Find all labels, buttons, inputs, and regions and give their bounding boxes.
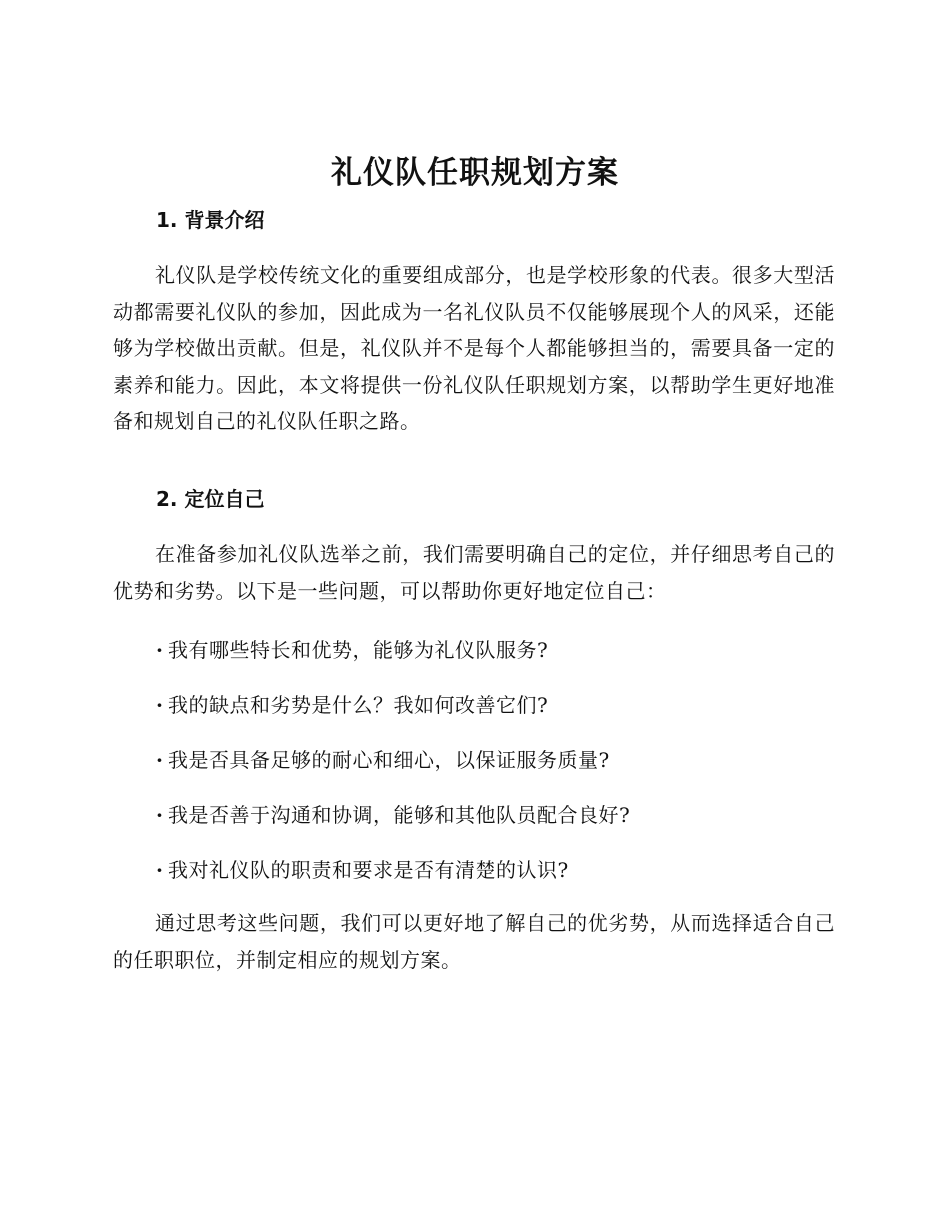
bullet-icon: · xyxy=(156,858,164,882)
section-heading-background: 1. 背景介绍 xyxy=(156,208,265,232)
list-item xyxy=(156,797,630,852)
section-heading-positioning: 2. 定位自己 xyxy=(156,487,265,511)
paragraph-background: 礼仪队是学校传统文化的重要组成部分，也是学校形象的代表。很多大型活动都需要礼仪队的参加，因此成为一名礼仪队员不仅能够展现个人的风采，还能够为学校做出贡献。但是，礼仪队并不是每个人都能够担当的，需要具备一定的素养和能力。因此，本文将提供一份礼仪队任职规划方案，以帮助学生更好地准备和规划自己的礼仪队任职之路。 xyxy=(113,263,835,433)
list-item xyxy=(156,852,630,907)
list-item-text: 我是否具备足够的耐心和细心，以保证服务质量? xyxy=(168,748,610,772)
bullet-icon: · xyxy=(156,803,164,827)
bullet-icon: · xyxy=(156,748,164,772)
list-item-text: 我是否善于沟通和协调，能够和其他队员配合良好? xyxy=(168,803,631,827)
paragraph-positioning-intro: 在准备参加礼仪队选举之前，我们需要明确自己的定位，并仔细思考自己的优势和劣势。以下是一些问题，可以帮助你更好地定位自己： xyxy=(113,542,835,603)
paragraph-positioning-closing: 通过思考这些问题，我们可以更好地了解自己的优劣势，从而选择适合自己的任职职位，并制定相应的规划方案。 xyxy=(113,911,835,972)
list-item xyxy=(156,687,630,742)
bullet-icon: · xyxy=(156,638,164,662)
bullet-icon: · xyxy=(156,693,164,717)
question-list xyxy=(156,632,630,907)
list-item-text: 我的缺点和劣势是什么？我如何改善它们? xyxy=(168,693,549,717)
document-title: 礼仪队任职规划方案 xyxy=(331,155,619,191)
list-item-text: 我对礼仪队的职责和要求是否有清楚的认识? xyxy=(168,858,569,882)
list-item xyxy=(156,632,630,687)
list-item xyxy=(156,742,630,797)
list-item-text: 我有哪些特长和优势，能够为礼仪队服务? xyxy=(168,638,549,662)
